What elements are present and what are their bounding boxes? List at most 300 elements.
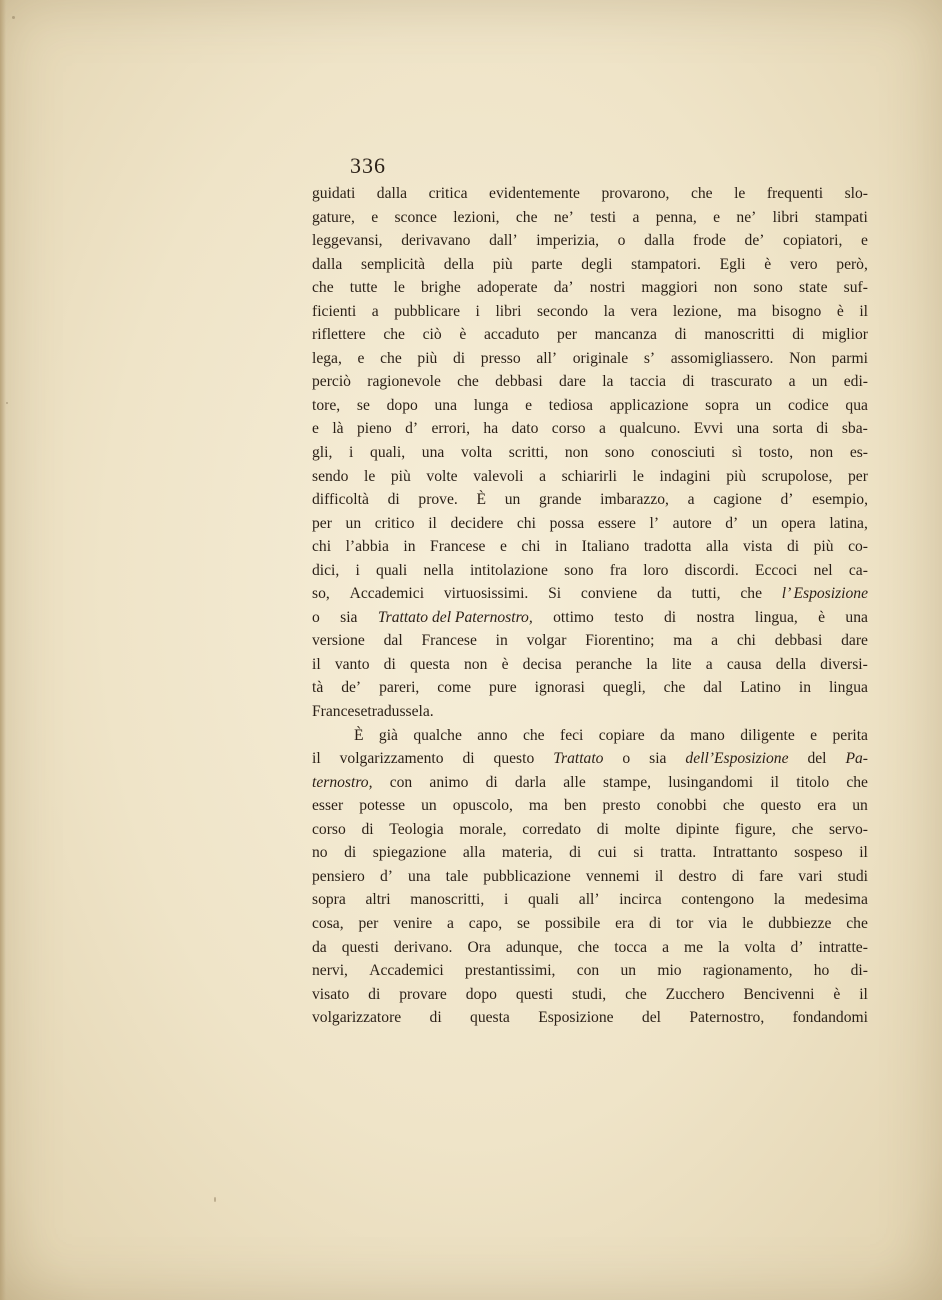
word: volgarizzamento bbox=[339, 750, 444, 768]
text-line bbox=[312, 865, 868, 889]
word: all’ bbox=[536, 349, 558, 367]
word: un bbox=[751, 514, 768, 532]
word: d’ bbox=[379, 867, 393, 885]
word: sospeso bbox=[794, 844, 843, 862]
word: tradussela. bbox=[367, 703, 434, 721]
word: da bbox=[312, 938, 327, 956]
word: testi bbox=[590, 208, 617, 226]
word: del bbox=[807, 750, 827, 768]
word: questa bbox=[409, 655, 450, 673]
word: es- bbox=[849, 444, 868, 462]
word: le bbox=[742, 914, 754, 932]
word: lingua bbox=[828, 679, 868, 697]
word: testo bbox=[614, 608, 644, 626]
word: lega, bbox=[312, 349, 342, 367]
word: adunque, bbox=[505, 938, 563, 956]
word: possibile bbox=[544, 914, 601, 932]
word: di bbox=[453, 349, 466, 367]
word: decisa bbox=[522, 655, 562, 673]
word: Latino bbox=[740, 679, 781, 697]
word: era bbox=[817, 797, 837, 815]
word: questi bbox=[515, 985, 554, 1003]
word: de’ bbox=[341, 679, 362, 697]
word: figure, bbox=[734, 820, 776, 838]
text-line bbox=[312, 794, 868, 818]
text-line bbox=[312, 535, 868, 559]
word: le bbox=[393, 279, 405, 297]
word: s’ bbox=[643, 349, 656, 367]
word: in bbox=[495, 632, 508, 650]
word: applicazione bbox=[609, 396, 689, 414]
word: il bbox=[654, 867, 664, 885]
word: lunga bbox=[473, 396, 509, 414]
word: si bbox=[633, 844, 644, 862]
word: sopra bbox=[312, 891, 346, 909]
word: Accademici bbox=[349, 585, 425, 603]
word: cosa, bbox=[312, 914, 344, 932]
word: frode bbox=[693, 232, 726, 250]
word: per bbox=[312, 514, 332, 532]
word: un bbox=[620, 962, 637, 980]
word: fare bbox=[758, 867, 784, 885]
word: ne’ bbox=[736, 208, 757, 226]
word: che bbox=[740, 585, 762, 603]
word: tale bbox=[445, 867, 469, 885]
word: derivavano bbox=[401, 232, 471, 250]
word: perciò bbox=[312, 373, 351, 391]
word: di- bbox=[850, 962, 868, 980]
word: questa bbox=[470, 1009, 510, 1027]
word: tediosa bbox=[548, 396, 593, 414]
word: sconce bbox=[394, 208, 437, 226]
word: presso bbox=[480, 349, 521, 367]
word: destro bbox=[678, 867, 717, 885]
word: diversi- bbox=[820, 655, 868, 673]
word: tutte bbox=[349, 279, 378, 297]
word: taccia bbox=[629, 373, 667, 391]
word: i bbox=[355, 561, 360, 579]
word: corso bbox=[551, 420, 586, 438]
word: mio bbox=[657, 962, 682, 980]
word: le bbox=[364, 467, 376, 485]
word: servo- bbox=[828, 820, 868, 838]
text-line bbox=[312, 465, 868, 489]
word: le bbox=[734, 185, 746, 202]
word: di bbox=[663, 608, 677, 626]
word: d’ bbox=[780, 491, 794, 509]
word: materia, bbox=[501, 844, 553, 862]
word: che bbox=[312, 279, 334, 297]
word: o bbox=[622, 750, 631, 768]
word: dici, bbox=[312, 561, 340, 579]
text-line bbox=[312, 888, 868, 912]
word: critica bbox=[428, 185, 468, 202]
word: una bbox=[845, 608, 868, 626]
word: via bbox=[708, 914, 728, 932]
word: la bbox=[646, 655, 658, 673]
text-line bbox=[312, 512, 868, 536]
word: debbasi bbox=[495, 373, 543, 391]
word: un bbox=[345, 514, 362, 532]
word: o bbox=[312, 608, 320, 626]
word: lusingandomi bbox=[668, 773, 754, 791]
word: dalla bbox=[644, 232, 675, 250]
word: alle bbox=[563, 773, 586, 791]
word: manoscritti bbox=[704, 326, 775, 344]
word: bisogno bbox=[771, 302, 822, 320]
word: come bbox=[437, 679, 472, 697]
word: a bbox=[788, 373, 796, 391]
word: di bbox=[361, 820, 374, 838]
word: conviene bbox=[580, 585, 638, 603]
word: conosciuti bbox=[651, 444, 716, 462]
word: corredato bbox=[522, 820, 582, 838]
word: esser bbox=[312, 797, 344, 815]
word: che bbox=[457, 373, 479, 391]
word: non bbox=[464, 655, 488, 673]
word: brighe bbox=[421, 279, 461, 297]
word: della bbox=[775, 655, 806, 673]
word: vero bbox=[789, 255, 818, 273]
text-line bbox=[312, 370, 868, 394]
text-line bbox=[312, 1006, 868, 1030]
word: decidere bbox=[450, 514, 504, 532]
word: Fiorentino; bbox=[585, 632, 655, 650]
word: venire bbox=[393, 914, 433, 932]
word: in bbox=[403, 538, 416, 556]
word: semplicità bbox=[361, 255, 426, 273]
word: tor bbox=[676, 914, 694, 932]
word: Francese bbox=[312, 703, 368, 721]
word: di bbox=[387, 491, 400, 509]
word: originale bbox=[572, 349, 629, 367]
word: opuscolo, bbox=[452, 797, 513, 815]
word: edi- bbox=[843, 373, 868, 391]
text-line bbox=[312, 253, 868, 277]
word: ignorasi bbox=[534, 679, 585, 697]
word: il bbox=[859, 985, 868, 1003]
word: nervi, bbox=[312, 962, 348, 980]
word: dubbiezze bbox=[768, 914, 832, 932]
word: dal bbox=[383, 632, 403, 650]
text-line bbox=[312, 959, 868, 983]
word: per bbox=[358, 914, 379, 932]
body-text bbox=[312, 182, 868, 1030]
word: incirca bbox=[619, 891, 662, 909]
word: tutti, bbox=[691, 585, 721, 603]
word: scrupolose, bbox=[761, 467, 833, 485]
word: ben bbox=[563, 797, 587, 815]
word: libri bbox=[495, 302, 522, 320]
word: vista bbox=[743, 538, 773, 556]
word: lezione, bbox=[672, 302, 722, 320]
word: imbarazzo, bbox=[600, 491, 669, 509]
word: una bbox=[434, 396, 458, 414]
word: È bbox=[476, 491, 487, 509]
word: cagione bbox=[713, 491, 762, 509]
text-line bbox=[312, 818, 868, 842]
word: a bbox=[598, 420, 606, 438]
word: derivano. bbox=[393, 938, 453, 956]
word: e bbox=[810, 726, 818, 744]
word: loro bbox=[643, 561, 669, 579]
word: di bbox=[674, 326, 687, 344]
word: è bbox=[833, 985, 841, 1003]
word: provare bbox=[399, 985, 447, 1003]
word: opera bbox=[781, 514, 816, 532]
word: a bbox=[539, 467, 546, 485]
word: sba- bbox=[841, 420, 868, 438]
word: pubblicare bbox=[394, 302, 460, 320]
word: ca- bbox=[848, 561, 868, 579]
word: d’ bbox=[725, 514, 739, 532]
text-line bbox=[312, 582, 868, 606]
word: Paternostro, bbox=[689, 1009, 765, 1027]
word: perita bbox=[832, 726, 868, 744]
word: il bbox=[770, 773, 779, 791]
paper-speck bbox=[12, 16, 15, 19]
word: se bbox=[516, 914, 530, 932]
text-line bbox=[312, 676, 868, 700]
word: dare bbox=[559, 373, 586, 391]
word: volta bbox=[744, 938, 776, 956]
word: Italiano bbox=[581, 538, 630, 556]
word: il bbox=[859, 844, 868, 862]
page-spine-shadow bbox=[0, 0, 6, 1300]
word: spiegazione bbox=[372, 844, 447, 862]
word: errori, bbox=[431, 420, 470, 438]
word: con bbox=[576, 962, 600, 980]
word: provarono, bbox=[601, 185, 670, 202]
word: un bbox=[421, 797, 437, 815]
word: di bbox=[344, 844, 357, 862]
word: vennemi bbox=[585, 867, 640, 885]
word: un bbox=[811, 373, 828, 391]
text-line bbox=[312, 347, 868, 371]
word: da’ bbox=[553, 279, 574, 297]
word: è bbox=[501, 655, 509, 673]
word: mano bbox=[690, 726, 725, 744]
word: Trattato bbox=[553, 750, 604, 768]
word: ma bbox=[528, 797, 548, 815]
word: il bbox=[859, 302, 868, 320]
word: più bbox=[492, 255, 513, 273]
word: l’ Esposizione bbox=[781, 585, 868, 603]
paper-speck bbox=[214, 1197, 216, 1202]
word: fra bbox=[609, 561, 628, 579]
word: più bbox=[813, 538, 834, 556]
word: a bbox=[687, 491, 695, 509]
word: di bbox=[731, 867, 744, 885]
word: visato bbox=[312, 985, 350, 1003]
word: dopo bbox=[386, 396, 418, 414]
word: ciò bbox=[422, 326, 442, 344]
word: sono bbox=[604, 444, 635, 462]
word: e bbox=[860, 232, 868, 250]
word: scritti, bbox=[508, 444, 549, 462]
word: prove. bbox=[418, 491, 458, 509]
word: che bbox=[690, 185, 713, 202]
word: latina, bbox=[829, 514, 868, 532]
word: è bbox=[836, 302, 844, 320]
text-line bbox=[312, 606, 868, 630]
word: a bbox=[371, 302, 379, 320]
word: autore bbox=[672, 514, 712, 532]
word: dare bbox=[841, 632, 868, 650]
word: penna, bbox=[655, 208, 697, 226]
word: che bbox=[380, 349, 402, 367]
word: Si bbox=[548, 585, 562, 603]
word: schiarirli bbox=[561, 467, 618, 485]
word: sia bbox=[649, 750, 667, 768]
text-line bbox=[312, 441, 868, 465]
word: dal bbox=[703, 679, 723, 697]
text-line bbox=[312, 488, 868, 512]
word: esempio, bbox=[812, 491, 868, 509]
word: la bbox=[602, 373, 614, 391]
word: dalla bbox=[312, 255, 343, 273]
word: sì bbox=[731, 444, 743, 462]
word: fondandomi bbox=[792, 1009, 868, 1027]
word: Zucchero bbox=[665, 985, 725, 1003]
word: indagini bbox=[659, 467, 711, 485]
word: di bbox=[368, 985, 381, 1003]
word: a bbox=[662, 938, 670, 956]
word: quali bbox=[527, 891, 560, 909]
word: volte bbox=[426, 467, 458, 485]
word: tà bbox=[312, 679, 324, 697]
word: di bbox=[786, 538, 800, 556]
word: all’ bbox=[578, 891, 600, 909]
word: tocca bbox=[614, 938, 648, 956]
word: da bbox=[660, 726, 675, 744]
word: ho bbox=[813, 962, 830, 980]
word: causa bbox=[726, 655, 762, 673]
word: tosto, bbox=[758, 444, 794, 462]
word: questi bbox=[341, 938, 379, 956]
word: in bbox=[798, 679, 812, 697]
word: intitolazione bbox=[469, 561, 548, 579]
word: Pa- bbox=[845, 750, 868, 768]
word: ragionevole bbox=[367, 373, 441, 391]
word: libri bbox=[772, 208, 799, 226]
word: più bbox=[417, 349, 438, 367]
word: ne’ bbox=[553, 208, 574, 226]
word: per bbox=[557, 326, 577, 344]
text-line bbox=[312, 206, 868, 230]
word: no bbox=[312, 844, 328, 862]
word: di bbox=[596, 820, 609, 838]
word: studi, bbox=[571, 985, 607, 1003]
word: ternostro, bbox=[312, 773, 373, 791]
word: ficienti bbox=[312, 302, 357, 320]
word: evidentemente bbox=[489, 185, 580, 202]
word: chi bbox=[516, 514, 536, 532]
paper-speck bbox=[6, 402, 8, 404]
word: debbasi bbox=[774, 632, 823, 650]
word: che bbox=[522, 726, 545, 744]
word: gature, bbox=[312, 208, 355, 226]
word: pieno bbox=[357, 420, 392, 438]
word: co- bbox=[848, 538, 868, 556]
word: più bbox=[390, 467, 411, 485]
word: lezioni, bbox=[453, 208, 500, 226]
word: questo bbox=[760, 797, 802, 815]
word: da bbox=[657, 585, 672, 603]
word: chi bbox=[312, 538, 332, 556]
word: e bbox=[525, 396, 533, 414]
word: a bbox=[447, 914, 454, 932]
word: vera bbox=[630, 302, 658, 320]
word: diligente bbox=[740, 726, 795, 744]
word: il bbox=[428, 514, 437, 532]
word: pubblicazione bbox=[483, 867, 571, 885]
word: studi bbox=[837, 867, 868, 885]
word: stampati bbox=[814, 208, 868, 226]
word: di bbox=[569, 844, 582, 862]
word: e bbox=[713, 208, 721, 226]
word: parmi bbox=[831, 349, 868, 367]
word: i bbox=[475, 302, 480, 320]
word: quali, bbox=[370, 444, 406, 462]
word: la bbox=[718, 938, 730, 956]
word: molte bbox=[624, 820, 661, 838]
text-line bbox=[312, 629, 868, 653]
word: riflettere bbox=[312, 326, 366, 344]
word: sono bbox=[753, 279, 783, 297]
word: È bbox=[354, 726, 364, 744]
word: quali bbox=[376, 561, 408, 579]
word: di bbox=[816, 420, 829, 438]
word: stampatori. bbox=[631, 255, 701, 273]
word: presto bbox=[602, 797, 641, 815]
word: che bbox=[846, 914, 868, 932]
word: a bbox=[711, 632, 719, 650]
text-line bbox=[312, 936, 868, 960]
word: pensiero bbox=[312, 867, 365, 885]
text-line bbox=[312, 182, 868, 206]
word: con bbox=[389, 773, 413, 791]
word: di bbox=[383, 655, 396, 673]
word: ma bbox=[673, 632, 693, 650]
word: Evvi bbox=[693, 420, 724, 438]
word: i bbox=[349, 444, 354, 462]
text-line bbox=[312, 559, 868, 583]
word: a bbox=[705, 655, 713, 673]
text-line bbox=[312, 983, 868, 1007]
word: assomigliassero. bbox=[670, 349, 774, 367]
word: la bbox=[603, 302, 615, 320]
word: e bbox=[499, 538, 507, 556]
word: il bbox=[312, 655, 321, 673]
word: una bbox=[736, 420, 760, 438]
text-line bbox=[312, 394, 868, 418]
word: dall’ bbox=[489, 232, 518, 250]
text-line bbox=[312, 653, 868, 677]
word: cui bbox=[597, 844, 617, 862]
word: feci bbox=[560, 726, 584, 744]
word: sopra bbox=[705, 396, 739, 414]
word: il bbox=[312, 750, 321, 768]
word: qualche bbox=[413, 726, 462, 744]
word: d’ bbox=[405, 420, 419, 438]
word: degli bbox=[581, 255, 613, 273]
word: volgar bbox=[526, 632, 567, 650]
word: la bbox=[773, 891, 785, 909]
word: nella bbox=[423, 561, 454, 579]
word: codice bbox=[787, 396, 829, 414]
word: possa bbox=[549, 514, 585, 532]
